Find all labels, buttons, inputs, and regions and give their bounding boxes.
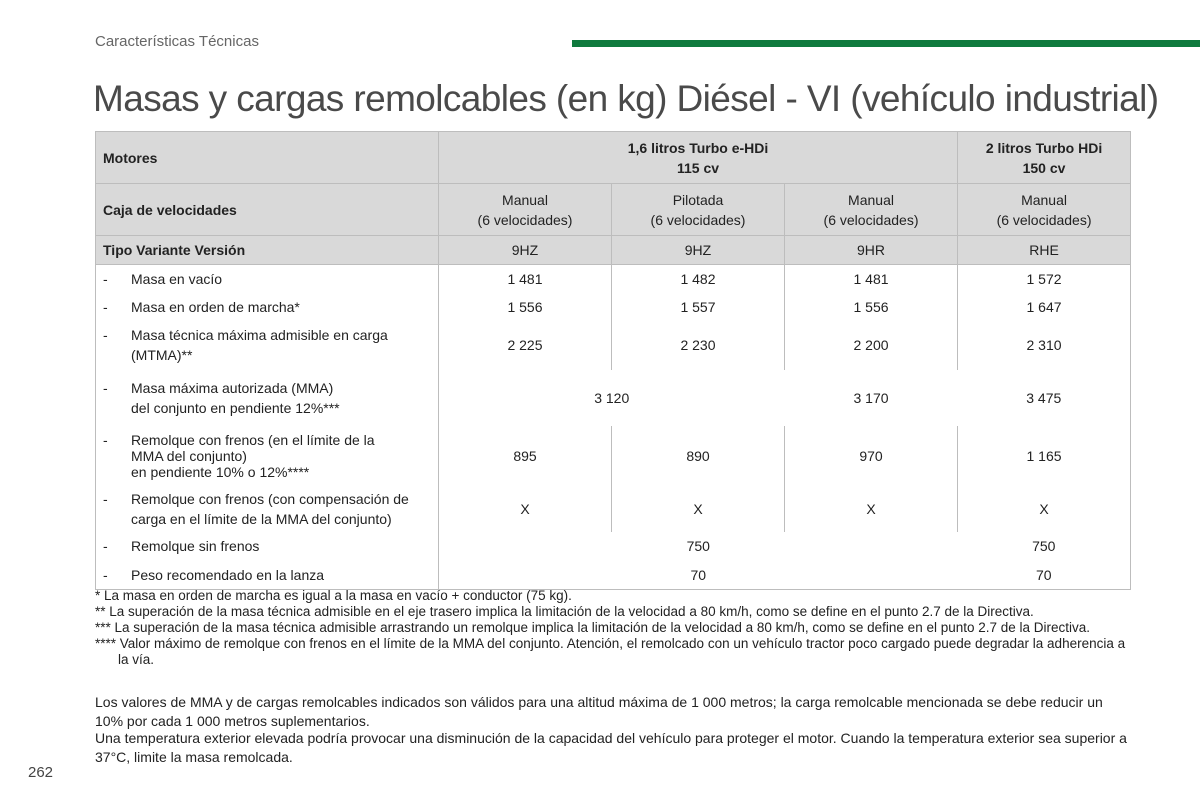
footnote: **** Valor máximo de remolque con frenos en el límite de la MMA del conjunto. Atención, el remolcado con un vehículo tractor poco cargado puede degradar la adherencia a la vía. [95,636,1126,667]
gearbox-cell [958,184,1131,236]
gearbox-type: Pilotada [672,191,724,208]
value-cell: 750 [439,532,958,561]
row-label [96,294,439,321]
engine1-name: 1,6 litros Turbo e-HDi [627,139,769,156]
page-number: 262 [28,764,54,781]
value-cell: 3 120 [439,370,785,426]
row-caja [96,184,1131,236]
gearbox-speeds: (6 velocidades) [477,211,573,228]
page-title: Masas y cargas remolcables (en kg) Diésel - VI (vehículo industrial) [93,78,1159,119]
value-cell: 1 482 [612,265,785,294]
gearbox-type: Manual [502,191,548,208]
value-cell: 1 481 [785,265,958,294]
engine1-cell [439,132,958,184]
motores-label: Motores [96,132,439,184]
value-cell: 1 556 [785,294,958,321]
paragraph-temperature: Una temperatura exterior elevada podría provocar una disminución de la capacidad del vehículo para proteger el motor. Cuando la temperatura exterior sea superior a 37°C, limite la masa remolcada. [95,730,1127,765]
gearbox-cell [439,184,612,236]
dash: - [103,490,108,507]
value-cell: 2 310 [958,321,1131,370]
row-label-text: del conjunto en pendiente 12%*** [131,399,340,416]
gearbox-speeds: (6 velocidades) [996,211,1092,228]
caja-label: Caja de velocidades [96,184,439,236]
tipo-cell: 9HR [785,236,958,265]
gearbox-type: Manual [848,191,894,208]
section-title: Características Técnicas [95,33,259,50]
dash: - [103,566,108,583]
row-label [96,321,439,370]
table-row [96,532,1131,561]
value-cell: 1 165 [958,426,1131,486]
row-label-text: Remolque sin frenos [131,538,260,554]
row-motores [96,132,1131,184]
tipo-cell: 9HZ [439,236,612,265]
engine1-power: 115 cv [676,159,720,176]
row-label-text: Masa máxima autorizada (MMA) [131,379,334,396]
row-label-text: Peso recomendado en la lanza [131,566,325,583]
value-cell: 1 481 [439,265,612,294]
value-cell: 895 [439,426,612,486]
table-row [96,370,1131,426]
table-row [96,561,1131,590]
engine2-name: 2 litros Turbo HDi [985,139,1103,156]
row-label-text: Masa técnica máxima admisible en carga (MTMA)** [131,327,388,363]
value-cell: 3 170 [785,370,958,426]
tipo-cell: 9HZ [612,236,785,265]
row-label [96,486,439,532]
row-label [96,561,439,590]
row-label-text: Masa en vacío [131,271,223,288]
gearbox-cell [612,184,785,236]
gearbox-speeds: (6 velocidades) [650,211,746,228]
footnotes [95,588,1135,668]
footnote: ** La superación de la masa técnica admisible en el eje trasero implica la limitación de la velocidad a 80 km/h, como se define en el punto 2.7 de la Directiva. [95,604,1034,619]
value-cell: 3 475 [958,370,1131,426]
value-cell: 2 225 [439,321,612,370]
paragraph-altitude: Los valores de MMA y de cargas remolcables indicados son válidos para una altitud máxima de 1 000 metros; la carga remolcable mencionada se debe reducir un 10% por cada 1 000 metros suplementarios. [95,694,1103,729]
dash: - [103,327,108,343]
accent-bar [572,40,1200,47]
footnote: *** La superación de la masa técnica admisible arrastrando un remolque implica la limitación de la velocidad a 80 km/h, como se define en el punto 2.7 de la Directiva. [95,620,1091,635]
row-label [96,426,439,486]
row-label [96,532,439,561]
table-row [96,486,1131,532]
value-cell: X [612,486,785,532]
gearbox-speeds: (6 velocidades) [823,211,919,228]
row-label-text: Remolque con frenos (en el límite de la MMA del conjunto) [131,431,375,464]
engine2-power: 150 cv [1022,159,1066,176]
gearbox-cell [785,184,958,236]
table-row [96,265,1131,294]
dash: - [103,431,108,448]
specs-table [95,131,1131,590]
footnote: * La masa en orden de marcha es igual a la masa en vacío + conductor (75 kg). [95,588,572,603]
row-label [96,265,439,294]
dash: - [103,379,108,396]
value-cell: 2 230 [612,321,785,370]
table-row [96,294,1131,321]
value-cell: 970 [785,426,958,486]
value-cell: X [785,486,958,532]
value-cell: X [439,486,612,532]
row-label-text: Masa en orden de marcha* [131,299,300,315]
row-label-text: Remolque con frenos (con compensación de carga en el límite de la MMA del conjunto) [131,490,409,527]
row-label [96,370,439,426]
value-cell: 750 [958,532,1131,561]
value-cell: 1 647 [958,294,1131,321]
table-row [96,321,1131,370]
dash: - [103,538,108,554]
dash: - [103,299,108,315]
table-row [96,426,1131,486]
tipo-label: Tipo Variante Versión [96,236,439,265]
value-cell: 1 572 [958,265,1131,294]
row-tipo [96,236,1131,265]
value-cell: X [958,486,1131,532]
tipo-cell: RHE [958,236,1131,265]
value-cell: 1 557 [612,294,785,321]
value-cell: 890 [612,426,785,486]
value-cell: 70 [439,561,958,590]
value-cell: 70 [958,561,1131,590]
gearbox-type: Manual [1021,191,1067,208]
value-cell: 2 200 [785,321,958,370]
dash: - [103,271,108,288]
value-cell: 1 556 [439,294,612,321]
engine2-cell [958,132,1131,184]
row-label-text: en pendiente 10% o 12%**** [131,463,310,480]
